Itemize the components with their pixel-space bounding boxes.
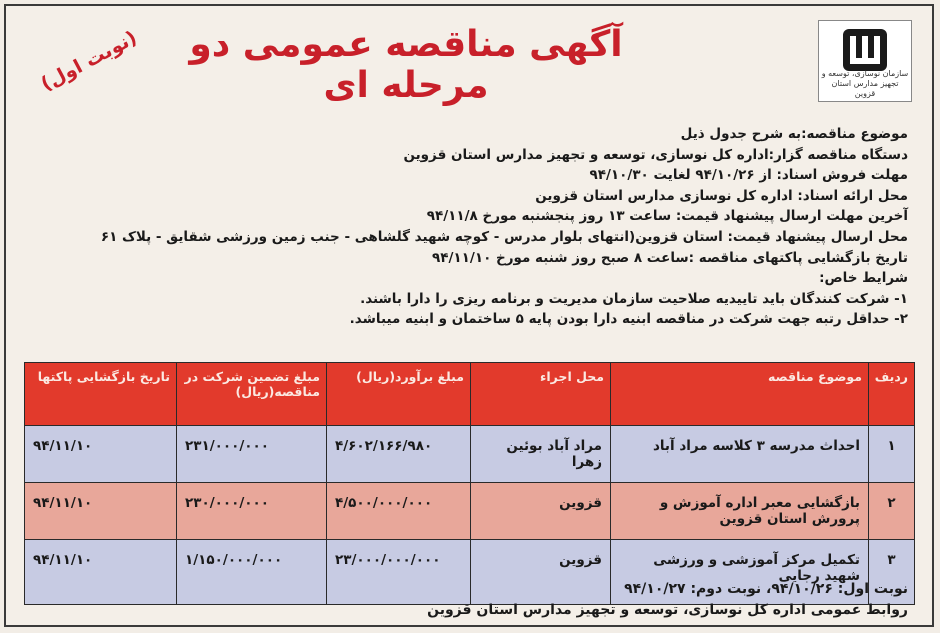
- conditions-title: شرایط خاص:: [819, 270, 908, 287]
- bid-address: محل ارسال پیشنهاد قیمت: استان قزوین(انتهای بلوار مدرس - کوچه شهید گلشاهی - جنب زمین ورزشی شقایق - پلاک ۶۱: [100, 228, 908, 245]
- tender-table: [24, 362, 915, 605]
- row-guarantee: ۲۳۱/۰۰۰/۰۰۰: [177, 426, 327, 483]
- header-guarantee: مبلغ تضمین شرکت در مناقصه(ریال): [177, 363, 327, 426]
- header-subject: موضوع مناقصه: [611, 363, 869, 426]
- row-location: قزوین: [471, 483, 611, 540]
- footer: [28, 579, 908, 621]
- table-header-row: [25, 363, 915, 426]
- document-location: محل ارائه اسناد: اداره کل نوسازی مدارس استان قزوین: [535, 187, 908, 204]
- table-row: [25, 426, 915, 483]
- header-opening-date: تاریخ بازگشایی پاکتها: [25, 363, 177, 426]
- header-estimate: مبلغ برآورد(ریال): [327, 363, 471, 426]
- row-subject: تکمیل مرکز آموزشی و ورزشی شهید رجایی: [611, 540, 869, 605]
- row-number: ۲: [869, 483, 915, 540]
- condition-2: ۲- حداقل رتبه جهت شرکت در مناقصه ابنیه دارا بودن پایه ۵ ساختمان و ابنیه میباشد.: [349, 311, 908, 328]
- tender-subject: موضوع مناقصه:به شرح جدول ذیل: [680, 126, 908, 142]
- header-row-number: ردیف: [869, 363, 915, 426]
- logo: [818, 20, 912, 102]
- row-subject: احداث مدرسه ۳ کلاسه مراد آباد: [611, 426, 869, 483]
- tender-organizer: دستگاه مناقصه گزار:اداره کل نوسازی، توسعه و تجهیز مدارس استان قزوین: [403, 146, 908, 163]
- row-estimate: ۴/۶۰۲/۱۶۶/۹۸۰: [327, 426, 471, 483]
- row-location: مراد آباد بوئین زهرا: [471, 426, 611, 483]
- row-location: قزوین: [471, 540, 611, 605]
- header-location: محل اجراء: [471, 363, 611, 426]
- bid-deadline: آخرین مهلت ارسال پیشنهاد قیمت: ساعت ۱۳ روز پنجشنبه مورخ ۹۴/۱۱/۸: [426, 208, 908, 225]
- opening-date: تاریخ بازگشایی پاکتهای مناقصه :ساعت ۸ صبح روز شنبه مورخ ۹۴/۱۱/۱۰: [432, 249, 908, 266]
- tender-details: [28, 124, 908, 330]
- tender-advertisement: [4, 4, 934, 627]
- round-badge: (نوبت اول): [37, 26, 141, 96]
- row-estimate: ۲۳/۰۰۰/۰۰۰/۰۰۰: [327, 540, 471, 605]
- publisher: روابط عمومی اداره کل نوسازی، توسعه و تجهیز مدارس استان قزوین: [427, 602, 908, 618]
- condition-1: ۱- شرکت کنندگان باید تاییدیه صلاحیت سازمان مدیریت و برنامه ریزی را دارا باشند.: [360, 290, 908, 307]
- publication-dates: نوبت اول: ۹۴/۱۰/۲۶، نوبت دوم: ۹۴/۱۰/۲۷: [624, 581, 908, 597]
- row-opening-date: ۹۴/۱۱/۱۰: [25, 483, 177, 540]
- row-guarantee: ۲۳۰/۰۰۰/۰۰۰: [177, 483, 327, 540]
- row-guarantee: ۱/۱۵۰/۰۰۰/۰۰۰: [177, 540, 327, 605]
- row-number: ۳: [869, 540, 915, 605]
- document-sale-deadline: مهلت فروش اسناد: از ۹۴/۱۰/۲۶ لغایت ۹۴/۱۰/۳۰: [589, 167, 908, 184]
- row-subject: بازگشایی معبر اداره آموزش و پرورش استان قزوین: [611, 483, 869, 540]
- organization-emblem-icon: [841, 27, 889, 73]
- page-title: آگهی مناقصه عمومی دو مرحله ای: [189, 24, 623, 106]
- row-opening-date: ۹۴/۱۱/۱۰: [25, 426, 177, 483]
- logo-caption: سازمان نوسازی، توسعه و تجهیز مدارس استان قزوین: [821, 69, 909, 98]
- table-row: [25, 483, 915, 540]
- row-number: ۱: [869, 426, 915, 483]
- row-opening-date: ۹۴/۱۱/۱۰: [25, 540, 177, 605]
- row-estimate: ۴/۵۰۰/۰۰۰/۰۰۰: [327, 483, 471, 540]
